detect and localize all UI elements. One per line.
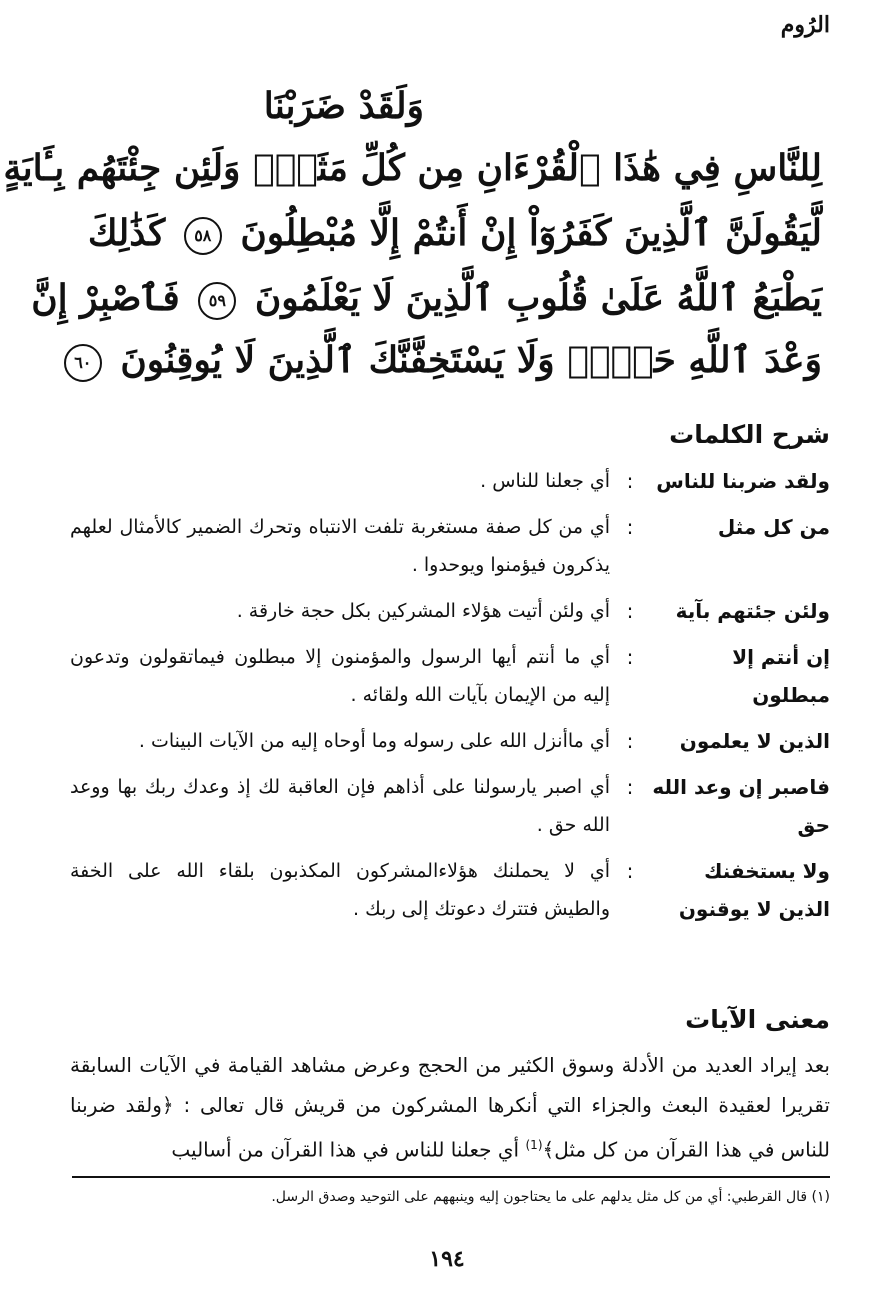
glossary-heading: شرح الكلمات xyxy=(669,420,830,449)
glossary-row xyxy=(70,722,830,760)
quran-line-2: لِلنَّاسِ فِي هَٰذَا ٱلْقُرْءَانِ مِن كُلِّ مَثَلٍۚ وَلَئِن جِئْتَهُم بِـَٔايَةٍ xyxy=(3,147,822,189)
glossary-term: الذين لا يعلمون xyxy=(679,729,830,753)
quran-line-5 xyxy=(74,339,822,382)
glossary-colon: : xyxy=(626,729,634,753)
glossary-term: من كل مثل xyxy=(717,515,830,539)
glossary-definition: أي اصبر يارسولنا على أذاهم فإن العاقبة لك إذ وعدك ربك بها ووعد الله حق . xyxy=(70,776,610,836)
quran-line-3-end: كَذَٰلِكَ xyxy=(87,212,166,254)
surah-title: الرُوم xyxy=(780,12,830,38)
glossary-term: فاصبر إن وعد الله حق xyxy=(652,775,830,837)
quran-line-5-text: وَعْدَ ٱللَّهِ حَقٌّۖ وَلَا يَسْتَخِفَّنَّكَ ٱلَّذِينَ لَا يُوقِنُونَ xyxy=(120,339,822,381)
footnote: (١) قال القرطبي: أي من كل مثل يدلهم على ما يحتاجون إليه وينبههم على التوحيد وصدق الرسل. xyxy=(271,1189,830,1205)
glossary-definition: أي ولئن أتيت هؤلاء المشركين بكل حجة خارقة . xyxy=(236,600,610,622)
glossary-term: ولا يستخفنك الذين لا يوقنون xyxy=(678,859,830,921)
glossary-definition: أي من كل صفة مستغربة تلفت الانتباه وتحرك الضمير كالأمثال لعلهم يذكرون فيؤمنوا ويوحدوا . xyxy=(70,516,610,576)
glossary-row xyxy=(70,768,830,844)
glossary-colon: : xyxy=(626,645,634,669)
glossary-row xyxy=(70,638,830,714)
meaning-paragraph xyxy=(70,1045,830,1170)
glossary-definition: أي لا يحملنك هؤلاءالمشركون المكذبون بلقاء الله على الخفة والطيش فتترك دعوتك إلى ربك . xyxy=(70,860,610,920)
glossary-term: إن أنتم إلا مبطلون xyxy=(732,645,830,707)
glossary-list xyxy=(70,462,830,936)
footnote-separator xyxy=(72,1176,830,1178)
ayah-number-59: ٥٩ xyxy=(198,282,236,320)
glossary-definition: أي ماأنزل الله على رسوله وما أوحاه إليه من الآيات البينات . xyxy=(138,730,610,752)
glossary-row xyxy=(70,462,830,500)
quran-line-4 xyxy=(31,277,822,320)
glossary-term: ولقد ضربنا للناس xyxy=(656,469,830,493)
footnote-reference: (1) xyxy=(525,1138,543,1152)
meaning-heading: معنى الآيات xyxy=(685,1005,830,1034)
glossary-term: ولئن جئتهم بآية xyxy=(675,599,830,623)
ayah-number-60: ٦٠ xyxy=(64,344,102,382)
glossary-definition: أي جعلنا للناس . xyxy=(480,470,610,492)
glossary-row xyxy=(70,592,830,630)
glossary-colon: : xyxy=(626,775,634,799)
meaning-text-continued: أي جعلنا للناس في هذا القرآن من أساليب xyxy=(171,1137,526,1162)
glossary-row xyxy=(70,852,830,928)
glossary-row xyxy=(70,508,830,584)
quran-line-3-text: لَّيَقُولَنَّ ٱلَّذِينَ كَفَرُوٓاْ إِنْ أَنتُمْ إِلَّا مُبْطِلُونَ xyxy=(240,212,822,254)
quran-line-1: وَلَقَدْ ضَرَبْنَا xyxy=(263,85,424,127)
quran-line-3 xyxy=(87,212,822,255)
quran-line-4-text: يَطْبَعُ ٱللَّهُ عَلَىٰ قُلُوبِ ٱلَّذِينَ لَا يَعْلَمُونَ xyxy=(254,277,822,319)
glossary-colon: : xyxy=(626,469,634,493)
glossary-definition: أي ما أنتم أيها الرسول والمؤمنون إلا مبطلون فيماتقولون وتدعون إليه من الإيمان بآيات الله ولقائه . xyxy=(70,646,610,706)
quran-line-4-end: فَٱصْبِرْ إِنَّ xyxy=(31,277,180,319)
glossary-colon: : xyxy=(626,859,634,883)
glossary-colon: : xyxy=(626,599,634,623)
glossary-colon: : xyxy=(626,515,634,539)
ayah-number-58: ٥٨ xyxy=(184,217,222,255)
meaning-text: بعد إيراد العديد من الأدلة وسوق الكثير من الحجج وعرض مشاهد القيامة في الآيات السابقة تقريرا لعقيدة البعث والجزاء التي أنكرها المشركون من قريش قال تعالى : ﴿ولقد ضربنا للناس في هذا القرآن من كل مثل﴾ xyxy=(70,1053,830,1162)
page-number: ١٩٤ xyxy=(429,1246,465,1272)
